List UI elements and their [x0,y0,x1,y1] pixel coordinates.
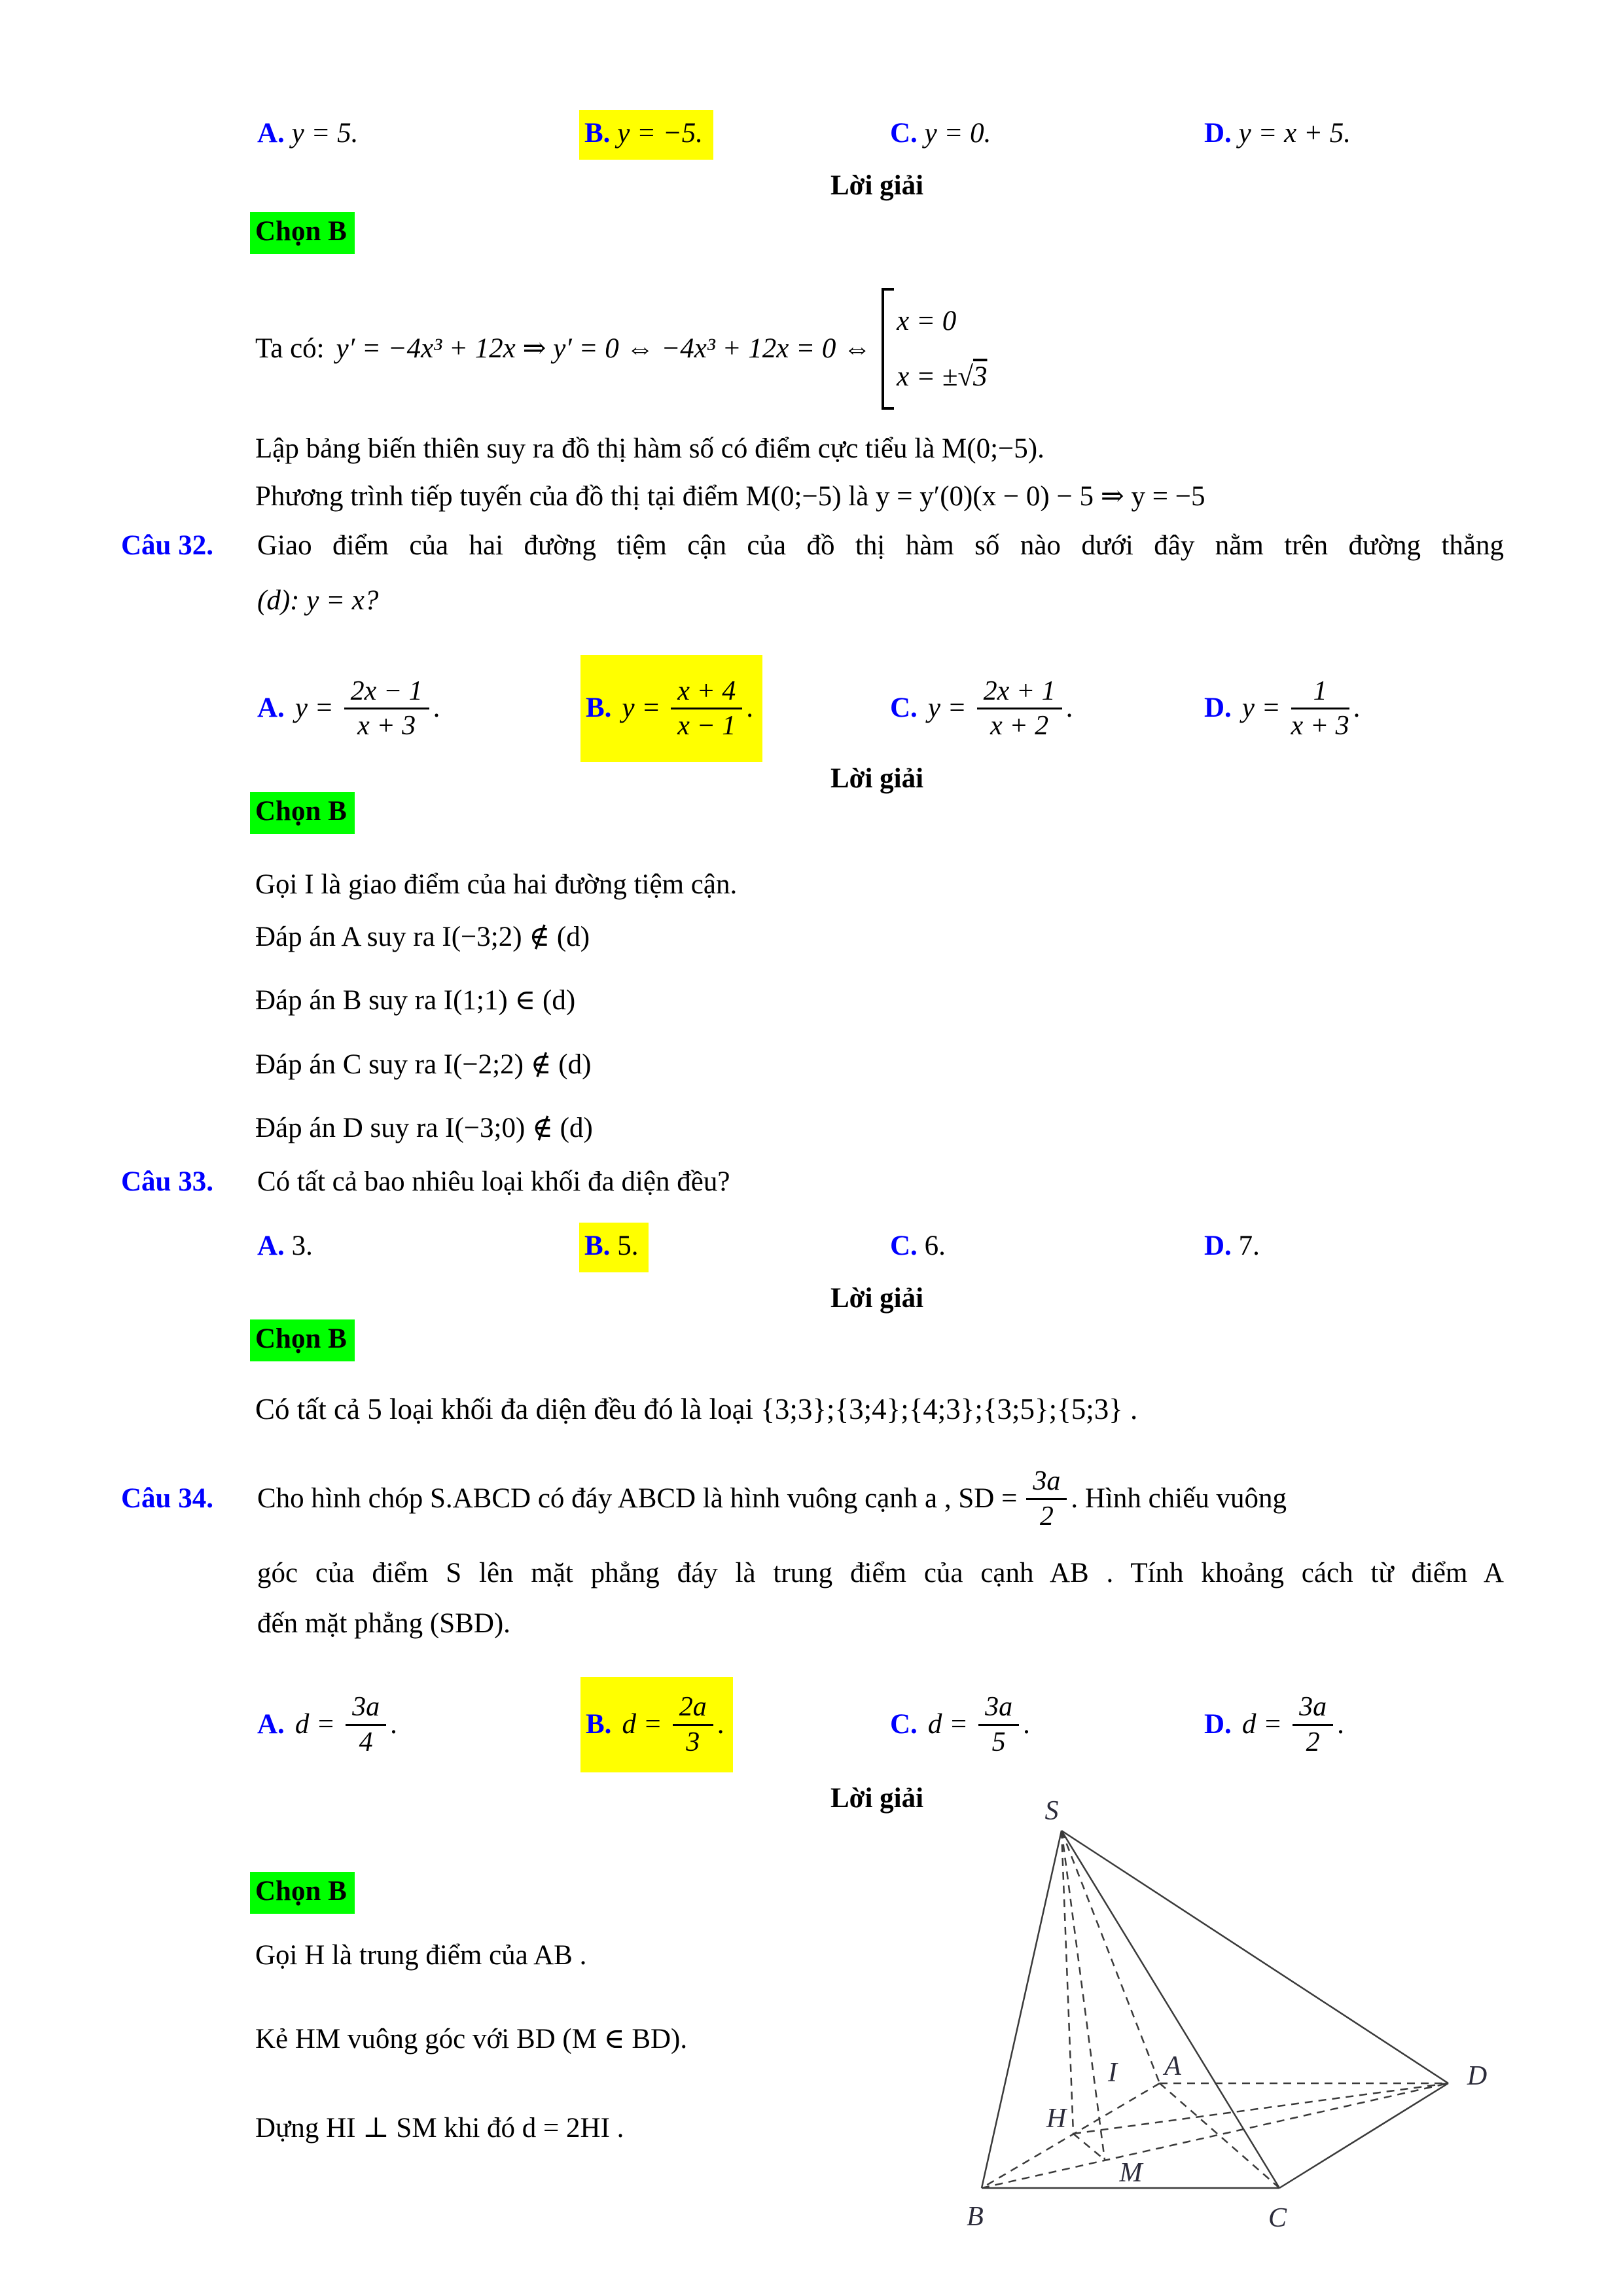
q34-question-line2: góc của điểm S lên mặt phẳng đáy là trung điểm của cạnh AB . Tính khoảng cách từ điểm A [257,1558,1504,1588]
q34-number-wrap [121,1466,213,1532]
q34-option-b-letter: B. [586,1708,612,1740]
q32-sol-line-d: Đáp án D suy ra I(−3;0) ∉ (d) [255,1113,593,1143]
q34-question-line1 [257,1466,1287,1532]
q34-q1-after: . Hình chiếu vuông [1071,1482,1287,1514]
vertex-label-i: I [1108,2058,1117,2088]
solution-system [897,305,987,393]
system-row-1: x = 0 [897,306,957,336]
q32-sol-line-a: Đáp án A suy ra I(−3;2) ∉ (d) [255,922,590,952]
q33-option-c-letter: C. [890,1230,918,1261]
vertex-label-d: D [1467,2061,1488,2091]
chon-b-badge-3: Chọn B [250,1319,355,1361]
q33-option-a-text: 3. [291,1230,313,1261]
edge-sc [1061,1831,1279,2188]
loi-giai-heading-4: Lời giải [830,1783,924,1814]
q34-sd-fraction: $\frac{3a}{2}$ [1026,1467,1067,1530]
vertex-label-h: H [1046,2104,1067,2134]
q33-option-c [890,1229,946,1263]
q33-option-b-highlighted [579,1223,649,1272]
q31-option-a-letter: A. [257,118,285,149]
q32-option-d-prefix: y = [1241,692,1281,724]
edge-sa-dashed [1061,1831,1160,2083]
q32-option-d-letter: D. [1204,692,1232,724]
q34-option-c: C. d = $\frac{3a}{5}$ . [890,1692,1030,1757]
q32-option-a-prefix: y = [294,692,334,724]
q34-option-d-prefix: d = [1241,1708,1283,1740]
q31-option-d-letter: D. [1204,118,1232,149]
radicand: 3 [972,361,988,392]
q32-option-a-fraction: $\frac{2x - 1}{x + 3}$ [344,677,429,740]
system-bracket [882,288,894,410]
q34-option-c-letter: C. [890,1708,918,1740]
loi-giai-heading-2: Lời giải [830,763,924,794]
ta-co-math: y′ = −4x³ + 12x ⇒ y′ = 0 ⇔ −4x³ + 12x = 0 ⇔ [336,332,872,364]
q32-number: Câu 32. [121,530,213,561]
q32-option-c-prefix: y = [927,692,967,724]
q31-option-b-letter: B. [584,118,611,149]
derivative-equation [255,287,987,411]
q32-option-d-fraction: $\frac{1}{x + 3}$ [1291,675,1349,741]
q33-question: Có tất cả bao nhiêu loại khối đa diện đều? [257,1166,730,1197]
q31-option-c-letter: C. [890,118,918,149]
ta-co-prefix: Ta có: [255,332,325,364]
q31-option-b-highlighted [579,110,713,160]
q32-question-line2: (d): y = x? [257,585,379,616]
q34-option-c-prefix: d = [927,1708,969,1740]
system-row-2: x = ±√3 [897,361,988,392]
chon-b-badge-4: Chọn B [250,1872,355,1914]
q34-question-line3: đến mặt phẳng (SBD). [257,1608,510,1639]
q31-option-c-text: y = 0. [924,118,991,149]
q34-option-c-fraction: $\frac{3a}{5}$ [978,1693,1019,1756]
figure-pyramid-sabcd [916,1767,1623,2284]
q32-sol-line-c: Đáp án C suy ra I(−2;2) ∉ (d) [255,1049,592,1080]
q34-option-b-fraction: $\frac{2a}{3}$ [673,1693,713,1756]
q32-option-b-prefix: y = [622,692,661,724]
q34-number: Câu 34. [121,1482,213,1514]
vertex-label-b: B [967,2202,984,2232]
q33-option-d [1204,1229,1260,1263]
q33-option-d-letter: D. [1204,1230,1232,1261]
q32-option-b-fraction: $\frac{x + 4}{x - 1}$ [671,677,742,740]
q31-option-c [890,117,991,151]
q34-sol-line-2: Dựng HI ⊥ SM khi đó d = 2HI . [255,2113,624,2144]
q33-number: Câu 33. [121,1166,213,1197]
q33-option-a [257,1229,313,1263]
q34-sol-line-1: Kẻ HM vuông góc với BD (M ∈ BD). [255,2024,688,2054]
edge-cd [1279,2083,1448,2188]
edge-bd-dashed [982,2083,1448,2188]
chon-b-badge-1: Chọn B [250,212,355,254]
q32-sol-line-0: Gọi I là giao điểm của hai đường tiệm cận. [255,869,738,900]
q32-option-c: C. y = $\frac{2x + 1}{x + 2}$ . [890,675,1073,741]
q34-q1-before: Cho hình chóp S.ABCD có đáy ABCD là hình vuông cạnh a , SD = [257,1482,1018,1514]
q33-option-b-text: 5. [617,1230,639,1261]
q32-question-line1: Giao điểm của hai đường tiệm cận của đồ thị hàm số nào dưới đây nằm trên đường thẳng [257,530,1504,561]
phuong-trinh-line: Phương trình tiếp tuyến của đồ thị tại điểm M(0;−5) là y = y′(0)(x − 0) − 5 ⇒ y = −5 [255,481,1205,512]
q33-option-b-letter: B. [584,1230,611,1261]
loi-giai-heading-1: Lời giải [830,170,924,201]
q34-option-a: A. d = $\frac{3a}{4}$ . [257,1692,397,1757]
q33-option-a-letter: A. [257,1230,285,1261]
q32-option-d: D. y = $\frac{1}{x + 3}$ . [1204,675,1361,741]
q32-option-a-letter: A. [257,692,285,724]
q34-option-b-prefix: d = [622,1708,662,1740]
q32-option-b-highlighted: B. y = $\frac{x + 4}{x - 1}$ . [580,655,762,762]
vertex-label-c: C [1268,2203,1287,2233]
q31-option-a-text: y = 5. [291,118,359,149]
q31-option-d [1204,117,1351,151]
q31-option-d-text: y = x + 5. [1238,118,1351,149]
q32-option-c-fraction: $\frac{2x + 1}{x + 2}$ [977,677,1062,740]
edge-sd [1061,1831,1448,2083]
q32-option-a: A. y = $\frac{2x - 1}{x + 3}$ . [257,675,440,741]
edge-hm-dashed [1073,2134,1105,2160]
q32-option-b-letter: B. [586,692,612,724]
q34-option-d-letter: D. [1204,1708,1232,1740]
loi-giai-heading-3: Lời giải [830,1283,924,1314]
vertex-label-a: A [1164,2051,1181,2081]
vertex-label-m: M [1119,2158,1143,2188]
edge-sb [982,1831,1061,2188]
q32-sol-line-b: Đáp án B suy ra I(1;1) ∈ (d) [255,985,576,1016]
edge-ac-dashed [1160,2083,1279,2188]
q34-option-d-fraction: $\frac{3a}{2}$ [1293,1693,1333,1756]
q34-option-b-highlighted: B. d = $\frac{2a}{3}$ . [580,1677,733,1772]
chon-b-badge-2: Chọn B [250,792,355,834]
q34-option-d: D. d = $\frac{3a}{2}$ . [1204,1692,1344,1757]
edge-hd-dashed [1073,2083,1448,2134]
q33-option-c-text: 6. [924,1230,946,1261]
edge-sm-dashed [1061,1831,1105,2160]
q33-option-d-text: 7. [1238,1230,1260,1261]
q34-option-a-letter: A. [257,1708,285,1740]
q34-sol-line-0: Gọi H là trung điểm của AB . [255,1940,587,1971]
lap-bang-line: Lập bảng biến thiên suy ra đồ thị hàm số có điểm cực tiểu là M(0;−5). [255,433,1044,464]
q31-option-b-text: y = −5. [617,118,704,149]
q33-solution-line: Có tất cả 5 loại khối đa diện đều đó là loại {3;3};{3;4};{4;3};{3;5};{5;3} . [255,1393,1138,1426]
q34-option-a-fraction: $\frac{3a}{4}$ [346,1693,386,1756]
q34-option-a-prefix: d = [294,1708,336,1740]
q32-option-c-letter: C. [890,692,918,724]
q31-option-a [257,117,358,151]
vertex-label-s: S [1044,1796,1059,1826]
